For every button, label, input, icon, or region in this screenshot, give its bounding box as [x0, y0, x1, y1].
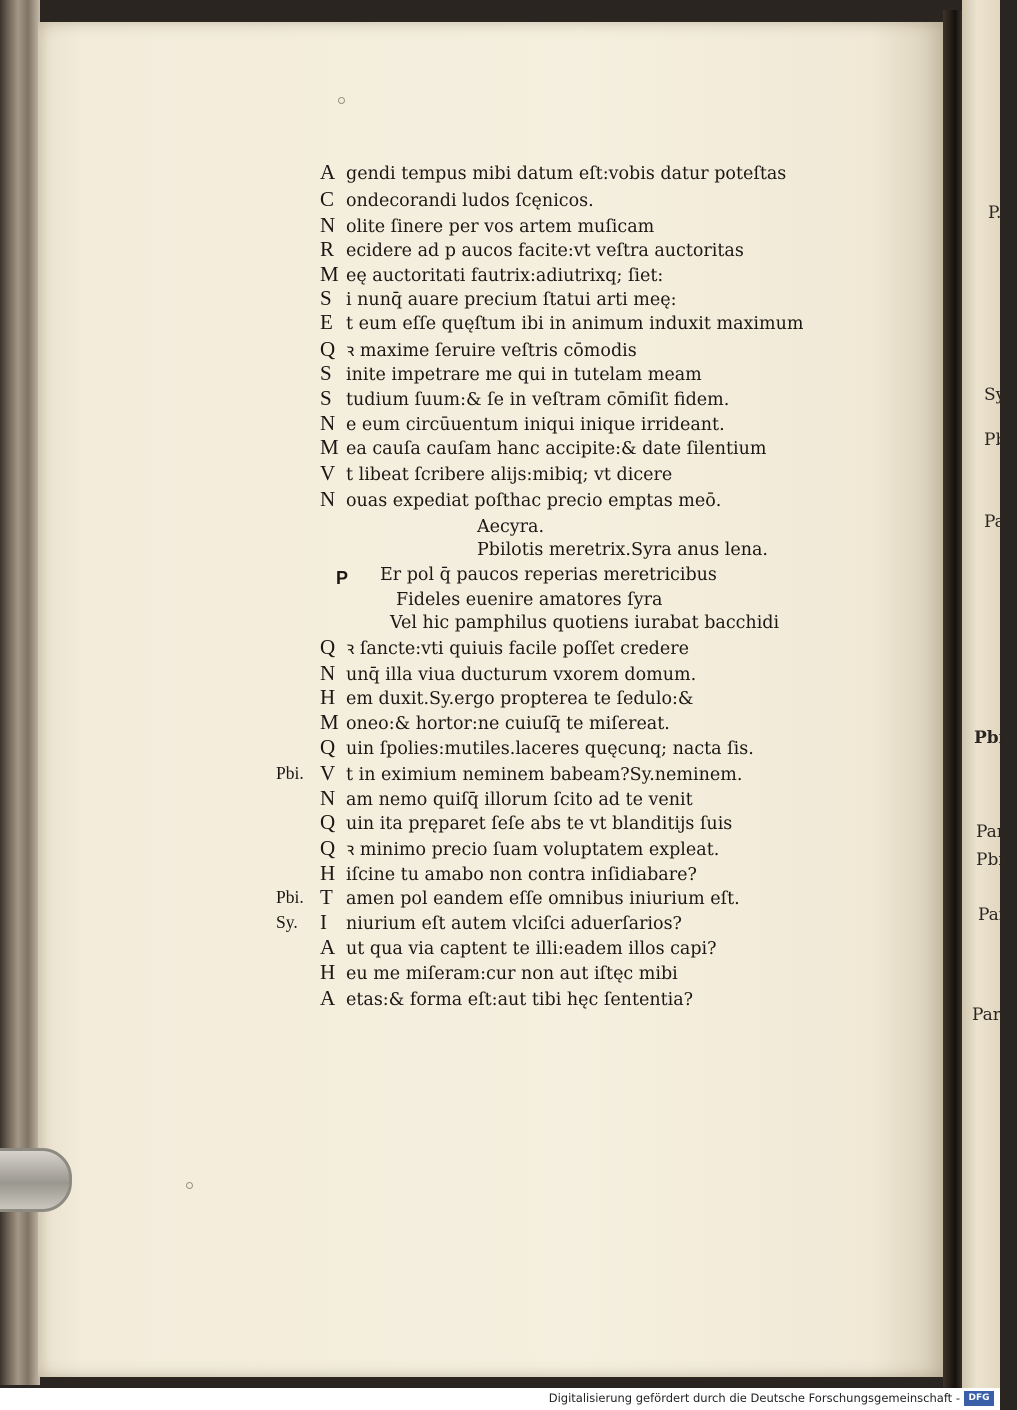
- initial-letter: C: [320, 187, 335, 211]
- speaker-label: Pbi.: [276, 763, 304, 783]
- line-text: ouas expediat poſthac precio emptas meō.: [346, 491, 722, 511]
- facing-label: P.: [988, 203, 1002, 223]
- initial-letter: Q: [320, 836, 336, 860]
- text-line: [320, 361, 702, 385]
- footer-bar: [0, 1388, 1000, 1410]
- line-text: eę auctoritati fautrix:adiutrixq; ſiet:: [346, 266, 664, 286]
- dialogue-line: [320, 836, 719, 860]
- initial-letter: V: [320, 461, 336, 485]
- play-title: Aecyra.: [477, 517, 545, 537]
- dialogue-line: [320, 761, 742, 785]
- facing-label: Pbi.: [976, 850, 1010, 870]
- line-text: unq̄ illa viua ducturum vxorem domum.: [346, 665, 697, 685]
- facing-label: Par.: [978, 905, 1011, 925]
- dialogue-line: [320, 710, 670, 734]
- dialogue-line: [320, 661, 696, 685]
- facing-label: Par.: [976, 822, 1009, 842]
- line-text: amen pol eandem eſſe omnibus iniurium eſt.: [346, 889, 740, 909]
- line-text: etas:& forma eſt:aut tibi hęc ſententia?: [346, 990, 694, 1010]
- text-line: [320, 411, 725, 435]
- text-line: [320, 286, 677, 310]
- initial-letter: N: [320, 786, 336, 810]
- initial-letter: N: [320, 411, 336, 435]
- line-text: tudium ſuum:& ſe in veſtram cōmiſit fidem.: [346, 390, 730, 410]
- initial-letter: S: [320, 286, 332, 310]
- line-text: iſcine tu amabo non contra inſidiabare?: [346, 865, 697, 885]
- initial-letter: Q: [320, 337, 336, 361]
- initial-letter: Q: [320, 810, 336, 834]
- text-line: [320, 187, 594, 211]
- line-text: ut qua via captent te illi:eadem illos capi?: [346, 939, 717, 959]
- indented-line: Vel hic pamphilus quotiens iurabat bacchidi: [390, 613, 780, 633]
- speaker-label: Pbi.: [276, 887, 304, 907]
- facing-label: Sy.: [984, 385, 1009, 405]
- line-text: t in eximium neminem babeam?Sy.neminem.: [346, 765, 743, 785]
- line-text: i nunq̄ auare precium ſtatui arti meę:: [346, 290, 677, 310]
- line-text: t eum eſſe quęſtum ibi in animum induxit maximum: [346, 314, 804, 334]
- line-text: eu me miſeram:cur non aut iſtęc mibi: [346, 964, 678, 984]
- initial-letter: R: [320, 237, 335, 261]
- scene-marker: P: [336, 568, 349, 588]
- text-line: [320, 386, 729, 410]
- dialogue-line: [320, 810, 732, 834]
- text-line: [320, 337, 637, 361]
- character-list: Pbilotis meretrix.Syra anus lena.: [477, 540, 768, 560]
- text-line: [320, 435, 766, 459]
- line-text: t libeat ſcribere alijs:mibiq; vt dicere: [346, 465, 673, 485]
- initial-letter: A: [320, 160, 336, 184]
- text-line: [320, 461, 672, 485]
- line-text: ꝛ maxime ſeruire veſtris cōmodis: [346, 341, 637, 361]
- line-text: inite impetrare me qui in tutelam meam: [346, 365, 702, 385]
- dialogue-line: [320, 735, 754, 759]
- indented-line: Fideles euenire amatores ſyra: [396, 590, 663, 610]
- funding-credit: Digitalisierung gefördert durch die Deutsche Forschungsgemeinschaft -: [548, 1391, 960, 1405]
- line-text: ecidere ad p aucos facite:vt veſtra auctoritas: [346, 241, 744, 261]
- indented-line: Er pol q̄ paucos reperias meretricibus: [380, 565, 717, 585]
- initial-letter: H: [320, 960, 336, 984]
- dialogue-line: [320, 986, 693, 1010]
- facing-label: Par.: [972, 1005, 1005, 1025]
- text-line: [320, 237, 744, 261]
- dialogue-line: [320, 960, 678, 984]
- initial-letter: E: [320, 310, 333, 334]
- initial-letter: S: [320, 386, 332, 410]
- line-text: ꝛ minimo precio ſuam voluptatem expleat.: [346, 840, 720, 860]
- line-text: niurium eſt autem vlciſci aduerſarios?: [346, 914, 682, 934]
- line-text: ondecorandi ludos ſcęnicos.: [346, 191, 594, 211]
- initial-letter: M: [320, 435, 339, 459]
- line-text: ꝛ ſancte:vti quiuis facile poſſet credere: [346, 639, 689, 659]
- initial-letter: A: [320, 935, 336, 959]
- line-text: uin ita pręparet ſeſe abs te vt blanditijs ſuis: [346, 814, 733, 834]
- initial-letter: N: [320, 487, 336, 511]
- facing-label: Par.: [984, 512, 1017, 532]
- dfg-logo-icon: DFG: [964, 1391, 994, 1406]
- speaker-label: Sy.: [276, 912, 298, 932]
- dialogue-line: [320, 786, 693, 810]
- initial-letter: N: [320, 213, 336, 237]
- facing-label: Pbi.: [984, 430, 1017, 450]
- dialogue-line: [320, 861, 697, 885]
- facing-label: Pbi: [974, 728, 1006, 748]
- line-text: e eum circūuentum iniqui inique irrideant.: [346, 415, 725, 435]
- dialogue-line: [320, 935, 717, 959]
- initial-letter: H: [320, 861, 336, 885]
- initial-letter: Q: [320, 635, 336, 659]
- initial-letter: N: [320, 661, 336, 685]
- line-text: uin ſpolies:mutiles.laceres quęcunq; nacta ſis.: [346, 739, 754, 759]
- initial-letter: V: [320, 761, 336, 785]
- dialogue-line: [320, 685, 693, 709]
- text-line: [320, 262, 663, 286]
- line-text: oneo:& hortor:ne cuiuſq̄ te miſereat.: [346, 714, 670, 734]
- line-text: gendi tempus mibi datum eſt:vobis datur poteſtas: [346, 164, 787, 184]
- initial-letter: H: [320, 685, 336, 709]
- dialogue-line: [320, 885, 740, 909]
- text-line: [320, 487, 721, 511]
- initial-letter: T: [320, 885, 333, 909]
- line-text: em duxit.Sy.ergo propterea te ſedulo:&: [346, 689, 694, 709]
- initial-letter: M: [320, 710, 339, 734]
- text-line: [320, 310, 803, 334]
- line-text: ea cauſa cauſam hanc accipite:& date ſilentium: [346, 439, 767, 459]
- text-line: [320, 160, 786, 184]
- initial-letter: S: [320, 361, 332, 385]
- initial-letter: I: [320, 910, 327, 934]
- dialogue-line: [320, 910, 682, 934]
- line-text: am nemo quiſq̄ illorum ſcito ad te venit: [346, 790, 693, 810]
- text-line: [320, 213, 654, 237]
- initial-letter: Q: [320, 735, 336, 759]
- initial-letter: A: [320, 986, 336, 1010]
- line-text: olite ſinere per vos artem muſicam: [346, 217, 655, 237]
- initial-letter: M: [320, 262, 339, 286]
- dialogue-line: [320, 635, 689, 659]
